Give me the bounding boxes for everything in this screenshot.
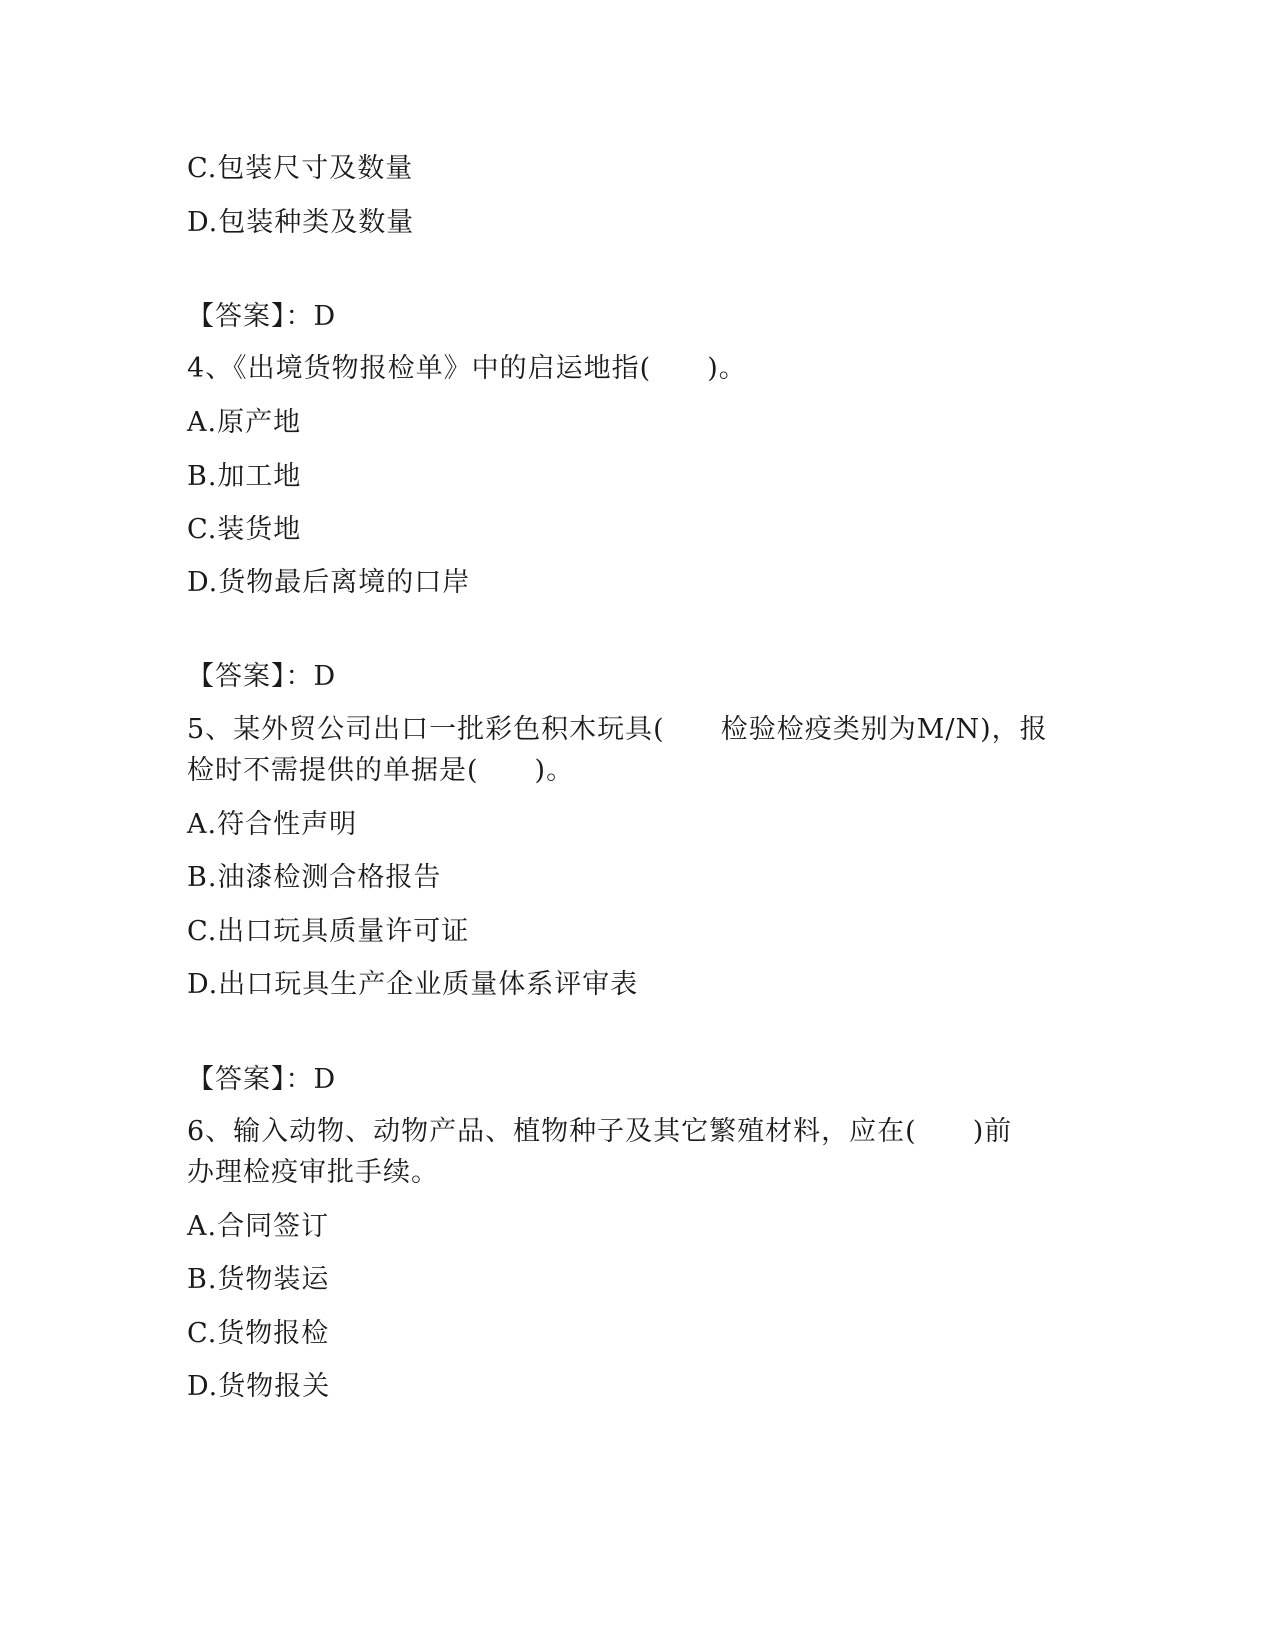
q3-answer: 【答案】：D: [187, 301, 337, 332]
q3-option-d: D.包装种类及数量: [187, 207, 415, 238]
q6-stem-line2: 办理检疫审批手续。: [187, 1157, 439, 1188]
q5-stem-line1: 5、某外贸公司出口一批彩色积木玩具( 检验检疫类别为M/N)，报: [187, 714, 1048, 745]
q5-stem-line2: 检时不需提供的单据是( )。: [187, 755, 575, 786]
q4-option-d: D.货物最后离境的口岸: [187, 567, 471, 598]
q5-answer: 【答案】：D: [187, 1064, 337, 1095]
q5-option-b: B.油漆检测合格报告: [187, 862, 442, 893]
q5-option-c: C.出口玩具质量许可证: [187, 916, 470, 947]
q4-option-a: A.原产地: [187, 407, 302, 438]
q6-option-d: D.货物报关: [187, 1371, 331, 1402]
q5-option-d: D.出口玩具生产企业质量体系评审表: [187, 969, 639, 1000]
q4-answer: 【答案】：D: [187, 661, 337, 692]
q3-option-c: C.包装尺寸及数量: [187, 153, 414, 184]
q4-option-b: B.加工地: [187, 461, 302, 492]
q4-option-c: C.装货地: [187, 514, 302, 545]
q6-option-b: B.货物装运: [187, 1264, 330, 1295]
q5-option-a: A.符合性声明: [187, 809, 358, 840]
q4-stem: 4、《出境货物报检单》中的启运地指( )。: [187, 353, 747, 384]
q6-option-c: C.货物报检: [187, 1318, 330, 1349]
q6-stem-line1: 6、输入动物、动物产品、植物种子及其它繁殖材料，应在( )前: [187, 1116, 1013, 1147]
q6-option-a: A.合同签订: [187, 1211, 330, 1242]
